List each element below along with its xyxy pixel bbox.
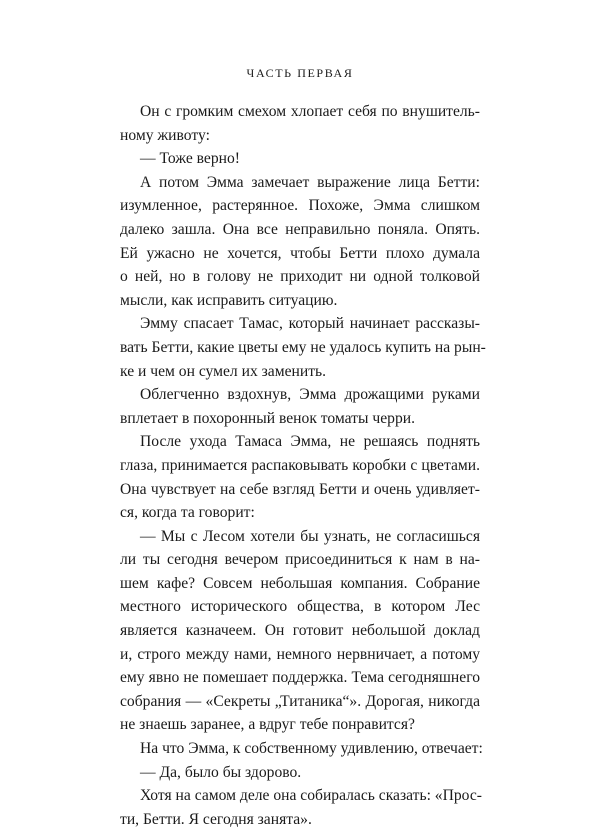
text-line: ся, когда та говорит: bbox=[120, 504, 255, 522]
text-line: вать Бетти, какие цветы ему не удалось купить на рын- bbox=[120, 338, 486, 356]
text-line: ке и чем он сумел их заменить. bbox=[120, 362, 327, 380]
body-text bbox=[120, 100, 486, 831]
text-line: вплетает в похоронный венок томаты черри. bbox=[120, 409, 415, 427]
text-line: Хотя на самом деле она собиралась сказать: «Прос- bbox=[140, 787, 482, 805]
text-line: глаза, принимается распаковывать коробки с цветами. bbox=[120, 456, 480, 474]
text-line: — Тоже верно! bbox=[140, 150, 240, 168]
text-line: далеко зашла. Она все неправильно поняла. Опять. bbox=[120, 220, 480, 238]
text-line: Эмму спасает Тамас, который начинает рассказы- bbox=[140, 315, 480, 333]
text-line: После ухода Тамаса Эмма, не решаясь поднять bbox=[140, 433, 480, 451]
text-line: не знаешь заранее, а вдруг тебе понравится? bbox=[120, 716, 415, 734]
text-line: Он с громким смехом хлопает себя по внушитель- bbox=[140, 103, 480, 120]
text-line: ему явно не помешает поддержка. Тема сегодняшнего bbox=[120, 669, 480, 687]
text-line: — Да, было бы здорово. bbox=[140, 763, 302, 781]
text-line: — Мы с Лесом хотели бы узнать, не согласишься bbox=[140, 527, 480, 545]
text-line: Она чувствует на себе взгляд Бетти и очень удивляет- bbox=[120, 480, 480, 498]
text-line: изумленное, растерянное. Похоже, Эмма слишком bbox=[120, 197, 480, 215]
text-line: местного исторического общества, в котором Лес bbox=[120, 598, 480, 616]
text-line: мысли, как исправить ситуацию. bbox=[120, 291, 338, 309]
running-head: ЧАСТЬ ПЕРВАЯ bbox=[246, 66, 354, 80]
text-line: собрания — «Секреты „Титаника“». Дорогая, никогда bbox=[120, 692, 480, 710]
text-line: Ей ужасно не хочется, чтобы Бетти плохо думала bbox=[120, 244, 480, 262]
text-line: ли ты сегодня вечером присоединиться к нам в на- bbox=[120, 551, 480, 569]
text-line: ному животу: bbox=[120, 126, 210, 144]
text-line: А потом Эмма замечает выражение лица Бетти: bbox=[140, 173, 480, 191]
text-line: На что Эмма, к собственному удивлению, отвечает: bbox=[140, 740, 483, 758]
text-line: и, строго между нами, немного нервничает, а потому bbox=[120, 645, 480, 663]
text-line: ти, Бетти. Я сегодня занята». bbox=[120, 810, 312, 828]
text-line: шем кафе? Совсем небольшая компания. Собрание bbox=[120, 574, 480, 592]
text-line: Облегченно вздохнув, Эмма дрожащими руками bbox=[140, 386, 480, 404]
text-line: является казначеем. Он готовит небольшой доклад bbox=[120, 622, 480, 640]
text-line: о ней, но в голову не приходит ни одной толковой bbox=[120, 268, 480, 286]
